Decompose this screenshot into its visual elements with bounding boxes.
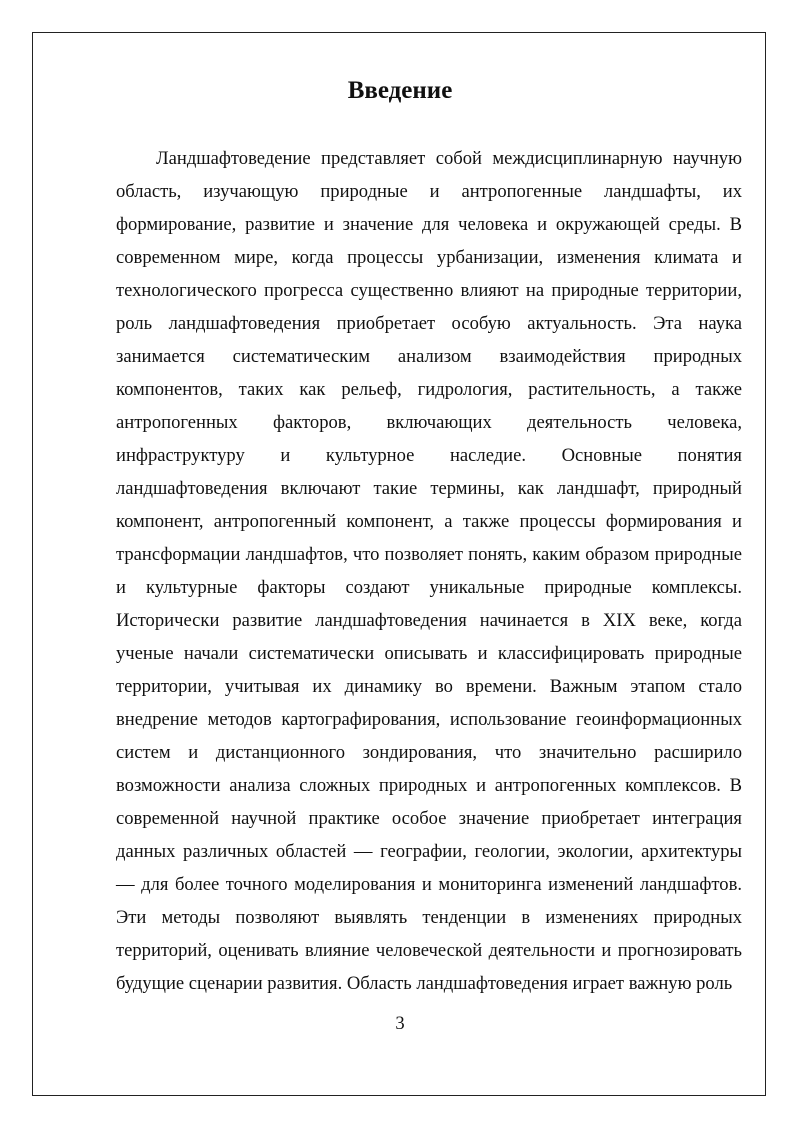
body-paragraph: Ландшафтоведение представляет собой междисциплинарную научную область, изучающую природные и антропогенные ландшафты, их формирование, развитие и значение для человека и окружающей среды. В современном мире, когда процессы урбанизации, изменения климата и технологического прогресса существенно влияют на природные территории, роль ландшафтоведения приобретает особую актуальность. Эта наука занимается систематическим анализом взаимодействия природных компонентов, таких как рельеф, гидрология, растительность, а также антропогенных факторов, включающих деятельность человека, инфраструктуру и культурное наследие. Основные понятия ландшафтоведения включают такие термины, как ландшафт, природный компонент, антропогенный компонент, а также процессы формирования и трансформации ландшафтов, что позволяет понять, каким образом природные и культурные факторы создают уникальные природные комплексы. Исторически развитие ландшафтоведения начинается в XIX веке, когда ученые начали систематически описывать и классифицировать природные территории, учитывая их динамику во времени. Важным этапом стало внедрение методов картографирования, использование геоинформационных систем и дистанционного зондирования, что значительно расширило возможности анализа сложных природных и антропогенных комплексов. В современной научной практике особое значение приобретает интеграция данных различных областей — географии, геологии, экологии, архитектуры — для более точного моделирования и мониторинга изменений ландшафтов. Эти методы позволяют выявлять тенденции в изменениях природных территорий, оценивать влияние человеческой деятельности и прогнозировать будущие сценарии развития. Область ландшафтоведения играет важную роль [116,148,742,994]
page-number: 3 [395,1013,405,1034]
page-title: Введение [347,77,453,104]
